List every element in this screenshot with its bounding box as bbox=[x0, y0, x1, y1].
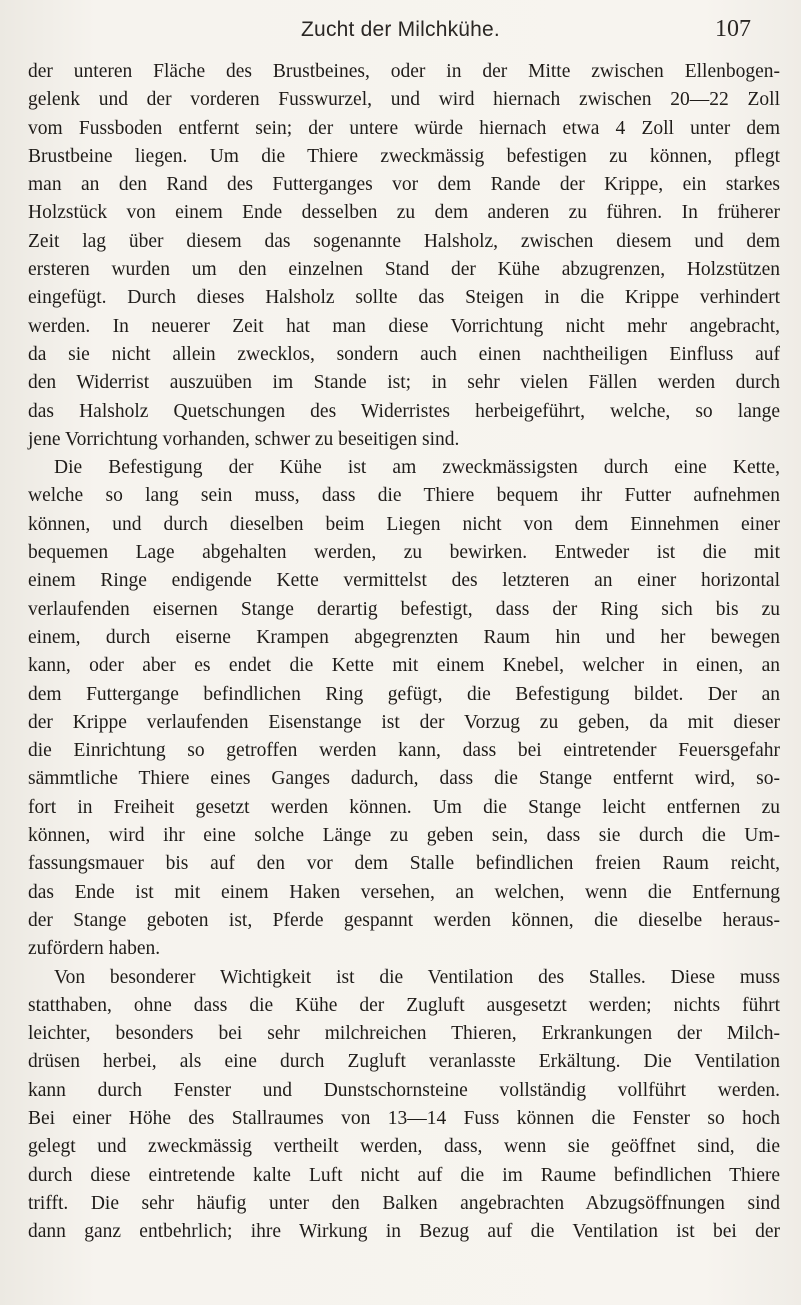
text-line: werden. In neuerer Zeit hat man diese Vorrichtung nicht mehr angebracht, bbox=[28, 315, 780, 337]
text-line: gelegt und zweckmässig vertheilt werden, dass, wenn sie geöffnet sind, die bbox=[28, 1136, 780, 1158]
text-line: man an den Rand des Futterganges vor dem Rande der Krippe, ein starkes bbox=[28, 174, 780, 196]
text-line: eingefügt. Durch dieses Halsholz sollte das Steigen in die Krippe verhindert bbox=[28, 287, 780, 309]
text-line: bequemen Lage abgehalten werden, zu bewirken. Entweder ist die mit bbox=[28, 542, 780, 564]
text-line: die Einrichtung so getroffen werden kann, dass bei eintretender Feuersgefahr bbox=[28, 740, 780, 762]
text-line: leichter, besonders bei sehr milchreichen Thieren, Erkrankungen der Milch- bbox=[28, 1023, 780, 1045]
text-line: Von besonderer Wichtigkeit ist die Ventilation des Stalles. Diese muss bbox=[54, 966, 780, 988]
text-line: welche so lang sein muss, dass die Thiere bequem ihr Futter aufnehmen bbox=[28, 485, 780, 507]
text-line: gelenk und der vorderen Fusswurzel, und wird hiernach zwischen 20—22 Zoll bbox=[28, 89, 780, 111]
text-line: fort in Freiheit gesetzt werden können. Um die Stange leicht entfernen zu bbox=[28, 796, 780, 818]
text-line: fassungsmauer bis auf den vor dem Stalle befindlichen freien Raum reicht, bbox=[28, 853, 780, 875]
page-number: 107 bbox=[715, 16, 751, 42]
text-line: drüsen herbei, als eine durch Zugluft veranlasste Erkältung. Die Ventilation bbox=[28, 1051, 780, 1073]
text-line: der unteren Fläche des Brustbeines, oder in der Mitte zwischen Ellenbogen- bbox=[28, 61, 780, 82]
body-text bbox=[28, 58, 780, 1246]
text-line: der Krippe verlaufenden Eisenstange ist der Vorzug zu geben, da mit dieser bbox=[28, 711, 780, 733]
text-line: können, wird ihr eine solche Länge zu geben sein, dass sie durch die Um- bbox=[28, 825, 780, 847]
text-line: Die Befestigung der Kühe ist am zweckmässigsten durch eine Kette, bbox=[54, 457, 780, 479]
text-line: durch diese eintretende kalte Luft nicht auf die im Raume befindlichen Thiere bbox=[28, 1164, 780, 1186]
text-line: Zeit lag über diesem das sogenannte Halsholz, zwischen diesem und dem bbox=[28, 230, 780, 252]
text-line: der Stange geboten ist, Pferde gespannt werden können, die dieselbe heraus- bbox=[28, 909, 780, 931]
text-line: dann ganz entbehrlich; ihre Wirkung in Bezug auf die Ventilation ist bei der bbox=[28, 1221, 780, 1243]
text-line: den Widerrist auszuüben im Stande ist; in sehr vielen Fällen werden durch bbox=[28, 372, 780, 394]
text-line: jene Vorrichtung vorhanden, schwer zu beseitigen sind. bbox=[28, 428, 460, 450]
text-line: statthaben, ohne dass die Kühe der Zugluft ausgesetzt werden; nichts führt bbox=[28, 994, 780, 1016]
text-line: dem Futtergange befindlichen Ring gefügt, die Befestigung bildet. Der an bbox=[28, 683, 780, 705]
text-line: einem Ringe endigende Kette vermittelst des letzteren an einer horizontal bbox=[28, 570, 780, 592]
text-line: vom Fussboden entfernt sein; der untere würde hiernach etwa 4 Zoll unter dem bbox=[28, 117, 780, 139]
text-line: verlaufenden eisernen Stange derartig befestigt, dass der Ring sich bis zu bbox=[28, 598, 780, 620]
text-line: Brustbeine liegen. Um die Thiere zweckmässig befestigen zu können, pflegt bbox=[28, 145, 780, 167]
text-line: kann durch Fenster und Dunstschornsteine vollständig vollführt werden. bbox=[28, 1079, 780, 1101]
running-title: Zucht der Milchkühe. bbox=[301, 18, 500, 41]
text-line: Bei einer Höhe des Stallraumes von 13—14 Fuss können die Fenster so hoch bbox=[28, 1107, 780, 1129]
text-line: ersteren wurden um den einzelnen Stand der Kühe abzugrenzen, Holzstützen bbox=[28, 259, 780, 281]
text-line: das Halsholz Quetschungen des Widerristes herbeigeführt, welche, so lange bbox=[28, 400, 780, 422]
text-line: sämmtliche Thiere eines Ganges dadurch, dass die Stange entfernt wird, so- bbox=[28, 768, 780, 790]
text-line: das Ende ist mit einem Haken versehen, an welchen, wenn die Entfernung bbox=[28, 881, 780, 903]
text-line: zufördern haben. bbox=[28, 938, 161, 960]
running-head bbox=[0, 16, 801, 46]
text-line: Holzstück von einem Ende desselben zu dem anderen zu führen. In früherer bbox=[28, 202, 780, 224]
text-line: trifft. Die sehr häufig unter den Balken angebrachten Abzugsöffnungen sind bbox=[28, 1192, 780, 1214]
text-line: da sie nicht allein zwecklos, sondern auch einen nachtheiligen Einfluss auf bbox=[28, 343, 780, 365]
text-line: kann, oder aber es endet die Kette mit einem Knebel, welcher in einen, an bbox=[28, 655, 780, 677]
text-line: können, und durch dieselben beim Liegen nicht von dem Einnehmen einer bbox=[28, 513, 780, 535]
text-line: einem, durch eiserne Krampen abgegrenzten Raum hin und her bewegen bbox=[28, 626, 780, 648]
